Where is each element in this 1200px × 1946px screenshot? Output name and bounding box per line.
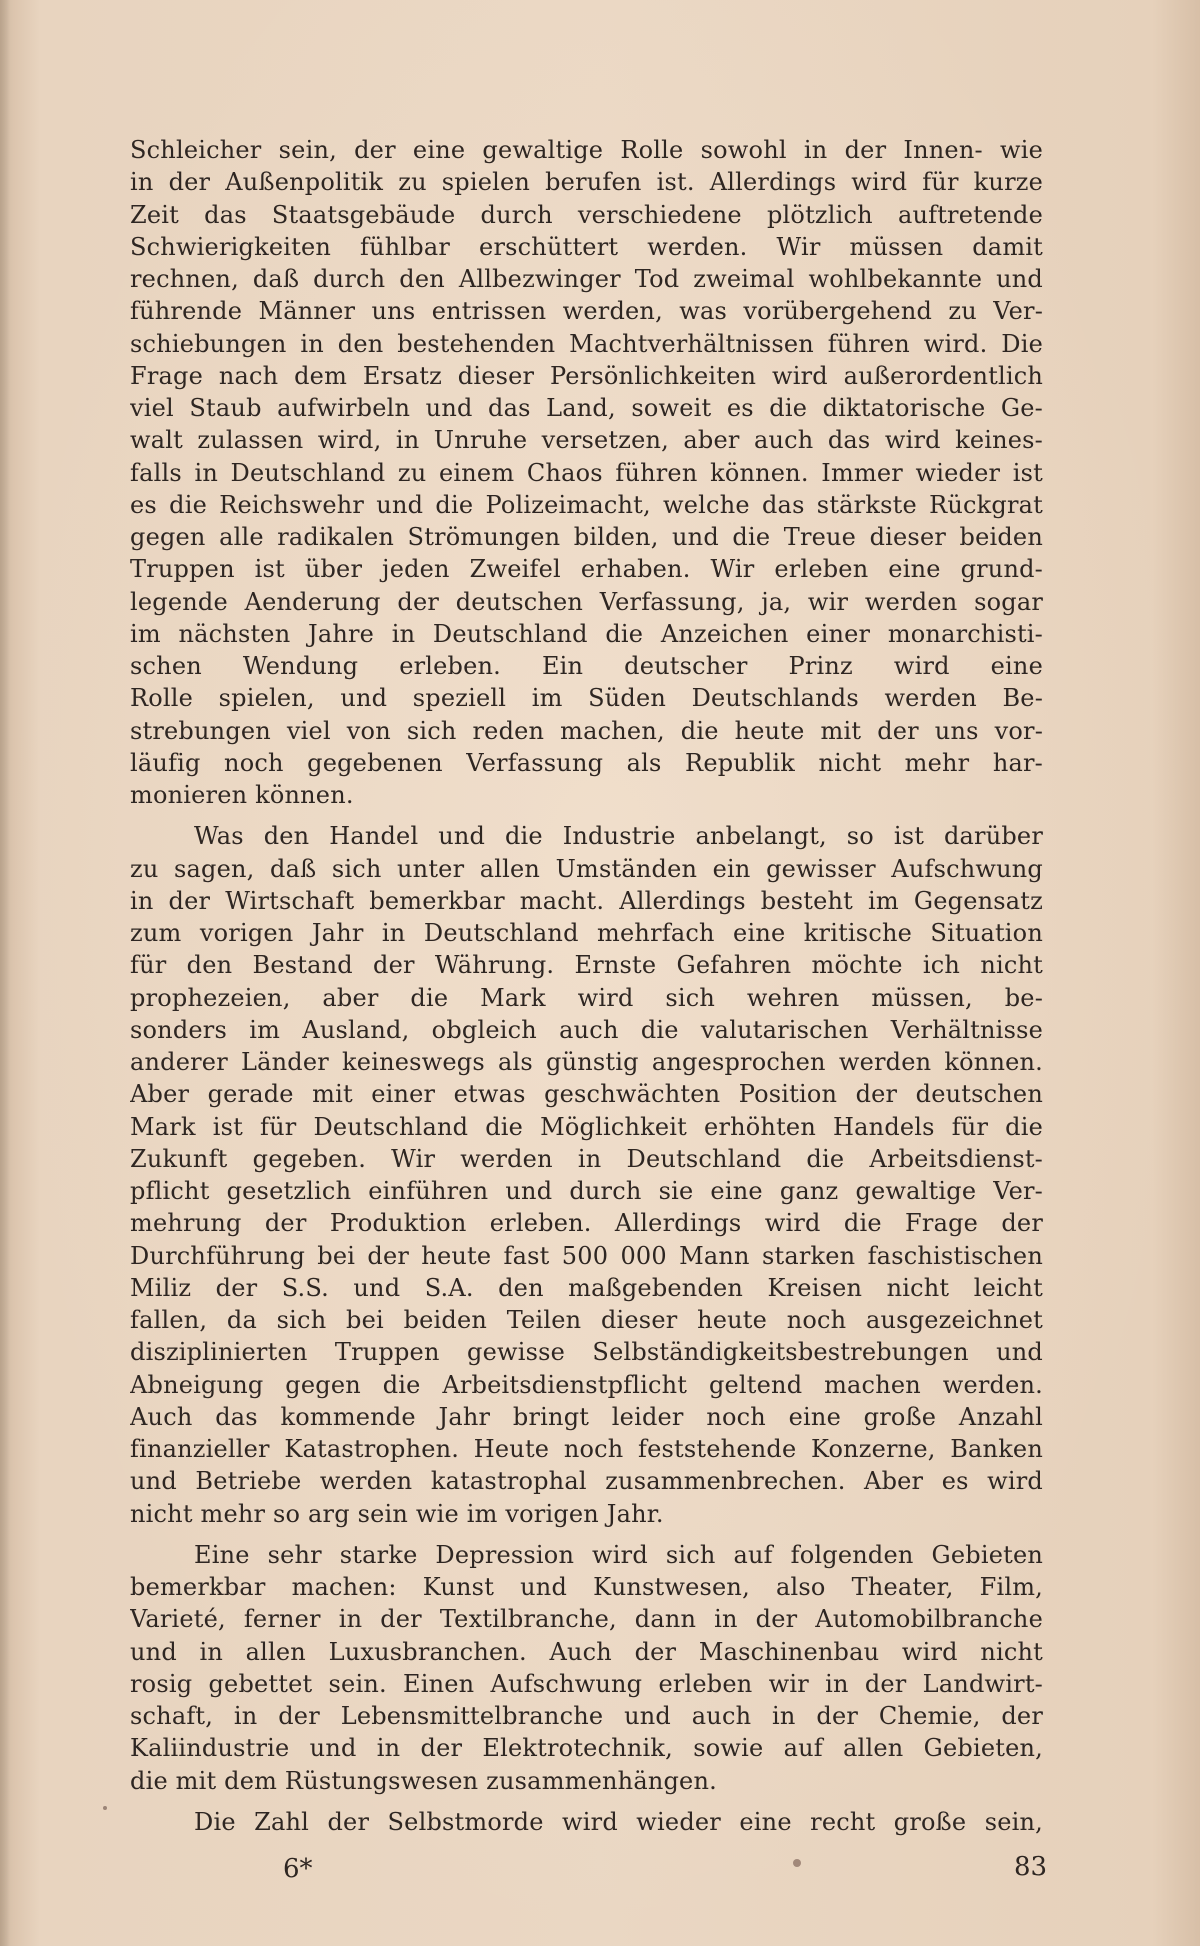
text-line: Mark ist für Deutschland die Möglichkeit erhöhten Handels für die xyxy=(130,1112,1043,1141)
text-line: Schleicher sein, der eine gewaltige Rolle sowohl in der Innen- wie xyxy=(130,136,1043,164)
text-line: in der Außenpolitik zu spielen berufen ist. Allerdings wird für kurze xyxy=(130,168,1043,197)
text-line: Rolle spielen, und speziell im Süden Deutschlands werden Be- xyxy=(130,684,1043,713)
text-line: Auch das kommende Jahr bringt leider noch eine große Anzahl xyxy=(130,1402,1043,1431)
text-line: Varieté, ferner in der Textilbranche, dann in der Automobilbranche xyxy=(130,1605,1043,1634)
text-line: Was den Handel und die Industrie anbelangt, so ist darüber xyxy=(194,822,1043,851)
body-text xyxy=(130,134,1043,1838)
paragraph xyxy=(130,1806,1043,1838)
text-line: für den Bestand der Währung. Ernste Gefahren möchte ich nicht xyxy=(130,951,1043,980)
text-line: und in allen Luxusbranchen. Auch der Maschinenbau wird nicht xyxy=(130,1637,1043,1666)
text-line: die mit dem Rüstungswesen zusammenhängen. xyxy=(130,1766,717,1795)
text-line: zu sagen, daß sich unter allen Umständen ein gewisser Aufschwung xyxy=(130,854,1043,883)
text-line: in der Wirtschaft bemerkbar macht. Allerdings besteht im Gegensatz xyxy=(130,886,1043,915)
text-line: schaft, in der Lebensmittelbranche und auch in der Chemie, der xyxy=(130,1702,1043,1730)
text-line: Miliz der S.S. und S.A. den maßgebenden Kreisen nicht leicht xyxy=(130,1273,1043,1302)
page-gutter-shadow xyxy=(0,0,10,1946)
text-line: fallen, da sich bei beiden Teilen dieser heute noch ausgezeichnet xyxy=(130,1306,1043,1334)
text-line: schen Wendung erleben. Ein deutscher Prinz wird eine xyxy=(130,652,1043,680)
text-line: finanzieller Katastrophen. Heute noch feststehende Konzerne, Banken xyxy=(130,1435,1043,1463)
text-line: viel Staub aufwirbeln und das Land, soweit es die diktatorische Ge- xyxy=(130,394,1043,422)
paragraph xyxy=(130,1539,1043,1797)
text-line: Zeit das Staatsgebäude durch verschiedene plötzlich auftretende xyxy=(130,200,1043,229)
signature-mark: 6* xyxy=(283,1854,313,1884)
paper-speck xyxy=(793,1859,801,1867)
text-line: Schwierigkeiten fühlbar erschüttert werden. Wir müssen damit xyxy=(130,232,1043,261)
text-line: im nächsten Jahre in Deutschland die Anzeichen einer monarchisti- xyxy=(130,619,1043,648)
text-line: legende Aenderung der deutschen Verfassung, ja, wir werden sogar xyxy=(130,587,1043,616)
text-line: bemerkbar machen: Kunst und Kunstwesen, also Theater, Film, xyxy=(130,1573,1043,1601)
paper-speck xyxy=(103,1806,107,1810)
text-line: rosig gebettet sein. Einen Aufschwung erleben wir in der Landwirt- xyxy=(130,1669,1043,1698)
text-line: monieren können. xyxy=(130,781,354,809)
text-line: strebungen viel von sich reden machen, die heute mit der uns vor- xyxy=(130,716,1043,745)
text-line: rechnen, daß durch den Allbezwinger Tod zweimal wohlbekannte und xyxy=(130,265,1043,293)
text-line: führende Männer uns entrissen werden, was vorübergehend zu Ver- xyxy=(130,297,1043,326)
text-line: prophezeien, aber die Mark wird sich wehren müssen, be- xyxy=(130,983,1043,1012)
text-line: pflicht gesetzlich einführen und durch sie eine ganz gewaltige Ver- xyxy=(130,1177,1043,1205)
text-line: gegen alle radikalen Strömungen bilden, und die Treue dieser beiden xyxy=(130,523,1043,551)
text-line: Frage nach dem Ersatz dieser Persönlichkeiten wird außerordentlich xyxy=(130,361,1043,390)
page-number: 83 xyxy=(1014,1852,1048,1882)
text-line: Die Zahl der Selbstmorde wird wieder eine recht große sein, xyxy=(194,1807,1043,1836)
text-line: läufig noch gegebenen Verfassung als Republik nicht mehr har- xyxy=(130,748,1043,777)
text-line: falls in Deutschland zu einem Chaos führen können. Immer wieder ist xyxy=(130,458,1043,487)
text-line: und Betriebe werden katastrophal zusammenbrechen. Aber es wird xyxy=(130,1467,1043,1496)
text-line: sonders im Ausland, obgleich auch die valutarischen Verhältnisse xyxy=(130,1015,1043,1044)
text-line: zum vorigen Jahr in Deutschland mehrfach eine kritische Situation xyxy=(130,919,1043,947)
text-line: schiebungen in den bestehenden Machtverhältnissen führen wird. Die xyxy=(130,329,1043,358)
text-line: Kaliindustrie und in der Elektrotechnik, sowie auf allen Gebieten, xyxy=(130,1734,1043,1763)
text-line: Eine sehr starke Depression wird sich auf folgenden Gebieten xyxy=(194,1540,1043,1569)
paragraph xyxy=(130,134,1043,811)
text-line: walt zulassen wird, in Unruhe versetzen, aber auch das wird keines- xyxy=(130,426,1043,455)
paragraph xyxy=(130,820,1043,1530)
text-line: Truppen ist über jeden Zweifel erhaben. Wir erleben eine grund- xyxy=(130,555,1043,584)
text-line: mehrung der Produktion erleben. Allerdings wird die Frage der xyxy=(130,1209,1043,1238)
text-line: disziplinierten Truppen gewisse Selbständigkeitsbestrebungen und xyxy=(130,1338,1043,1367)
text-line: Aber gerade mit einer etwas geschwächten Position der deutschen xyxy=(130,1080,1043,1109)
text-line: Durchführung bei der heute fast 500 000 Mann starken faschistischen xyxy=(130,1241,1043,1270)
text-line: Zukunft gegeben. Wir werden in Deutschland die Arbeitsdienst- xyxy=(130,1144,1043,1173)
text-line: Abneigung gegen die Arbeitsdienstpflicht geltend machen werden. xyxy=(130,1370,1043,1399)
text-line: nicht mehr so arg sein wie im vorigen Jahr. xyxy=(130,1499,664,1528)
text-line: es die Reichswehr und die Polizeimacht, welche das stärkste Rückgrat xyxy=(130,490,1043,519)
text-line: anderer Länder keineswegs als günstig angesprochen werden können. xyxy=(130,1048,1043,1076)
